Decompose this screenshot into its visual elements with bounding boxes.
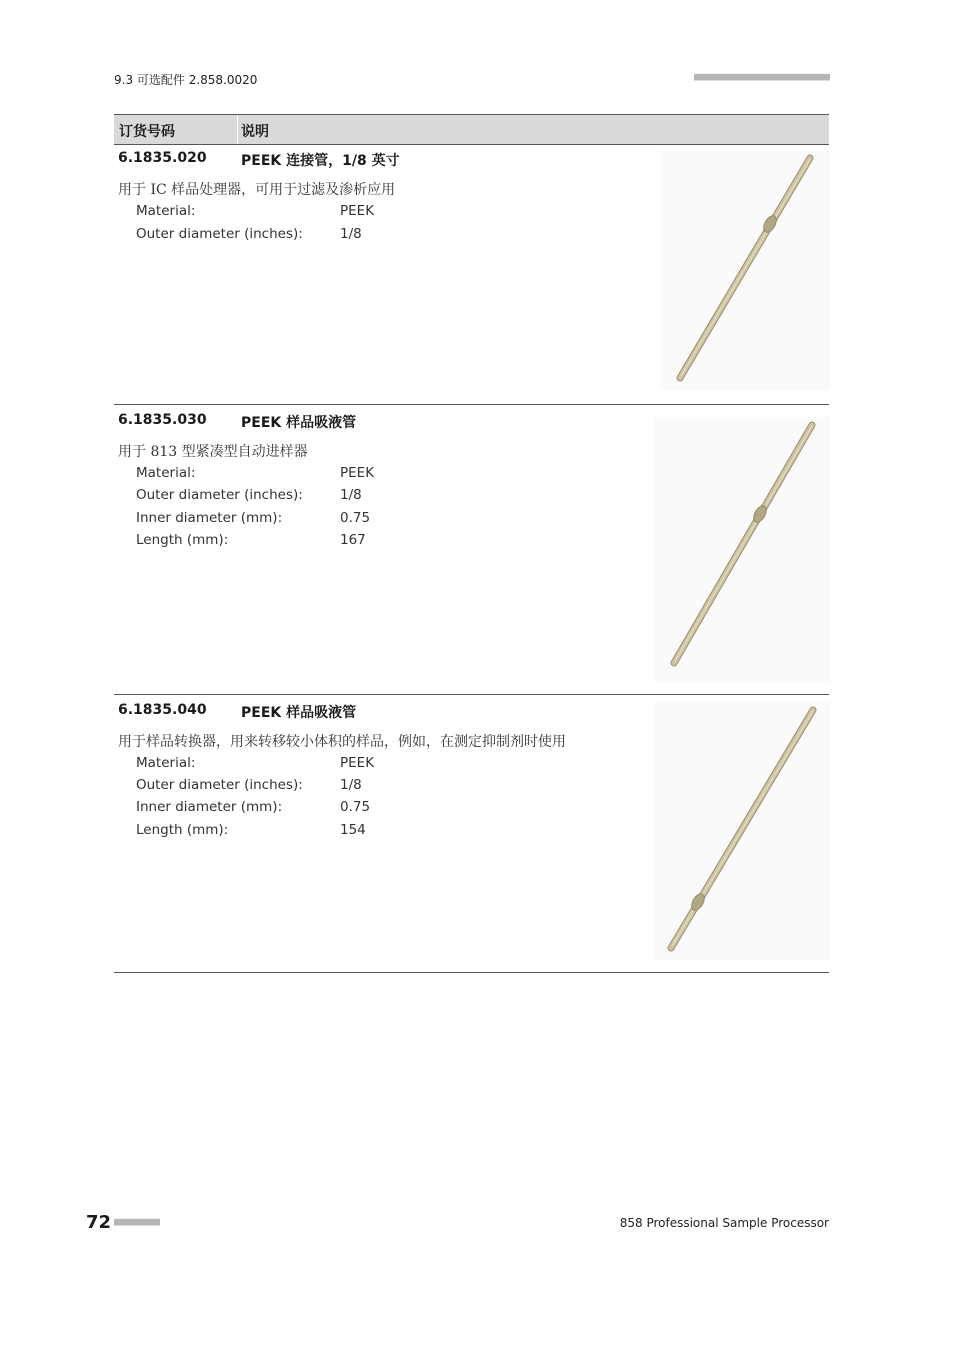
column-header-order-number: 订货号码 — [119, 124, 175, 140]
spec-label: Inner diameter (mm): — [136, 510, 283, 526]
section-divider — [114, 972, 829, 973]
spec-label: Material: — [136, 755, 196, 771]
order-number: 6.1835.020 — [118, 150, 207, 166]
spec-label: Length (mm): — [136, 532, 229, 548]
footer-dots-decoration: ■■■■■■■■ — [114, 1215, 159, 1228]
spec-value: 1/8 — [340, 487, 362, 503]
spec-value: 1/8 — [340, 777, 362, 793]
item-title: PEEK 连接管，1/8 英寸 — [241, 153, 400, 169]
spec-label: Outer diameter (inches): — [136, 226, 303, 242]
spec-value: PEEK — [340, 755, 375, 771]
spec-value: 154 — [340, 822, 366, 838]
item-description: 用于 IC 样品处理器，可用于过滤及渗析应用 — [118, 182, 396, 198]
order-number: 6.1835.030 — [118, 412, 207, 428]
spec-value: PEEK — [340, 203, 375, 219]
spec-label: Material: — [136, 465, 196, 481]
accessory-item — [114, 150, 829, 402]
running-header-section: 9.3 可选配件 2.858.0020 — [114, 73, 258, 87]
header-dots-decoration: ■■■■■■■■■■■■■■■■■■■■■■■■ — [694, 70, 829, 83]
spec-value: 1/8 — [340, 226, 362, 242]
spec-value: 0.75 — [340, 799, 371, 815]
spec-value: 167 — [340, 532, 366, 548]
section-divider — [114, 694, 829, 695]
column-divider — [237, 115, 238, 144]
item-description: 用于样品转换器，用来转移较小体积的样品，例如，在测定抑制剂时使用 — [118, 734, 566, 750]
spec-label: Length (mm): — [136, 822, 229, 838]
peek-tubing-photo — [660, 150, 830, 390]
table-header-row — [114, 114, 829, 145]
order-number: 6.1835.040 — [118, 702, 207, 718]
peek-tubing-photo — [654, 702, 830, 960]
spec-label: Outer diameter (inches): — [136, 487, 303, 503]
spec-label: Inner diameter (mm): — [136, 799, 283, 815]
column-header-description: 说明 — [241, 124, 269, 140]
accessory-item — [114, 702, 829, 967]
page-number: 72 — [86, 1212, 112, 1233]
section-divider — [114, 404, 829, 405]
item-title: PEEK 样品吸液管 — [241, 705, 357, 721]
spec-label: Material: — [136, 203, 196, 219]
spec-value: PEEK — [340, 465, 375, 481]
spec-value: 0.75 — [340, 510, 371, 526]
footer-product-name: 858 Professional Sample Processor — [619, 1216, 829, 1230]
item-description: 用于 813 型紧凑型自动进样器 — [118, 444, 308, 460]
peek-tubing-photo — [654, 417, 830, 682]
item-title: PEEK 样品吸液管 — [241, 415, 357, 431]
spec-label: Outer diameter (inches): — [136, 777, 303, 793]
accessory-item — [114, 412, 829, 690]
